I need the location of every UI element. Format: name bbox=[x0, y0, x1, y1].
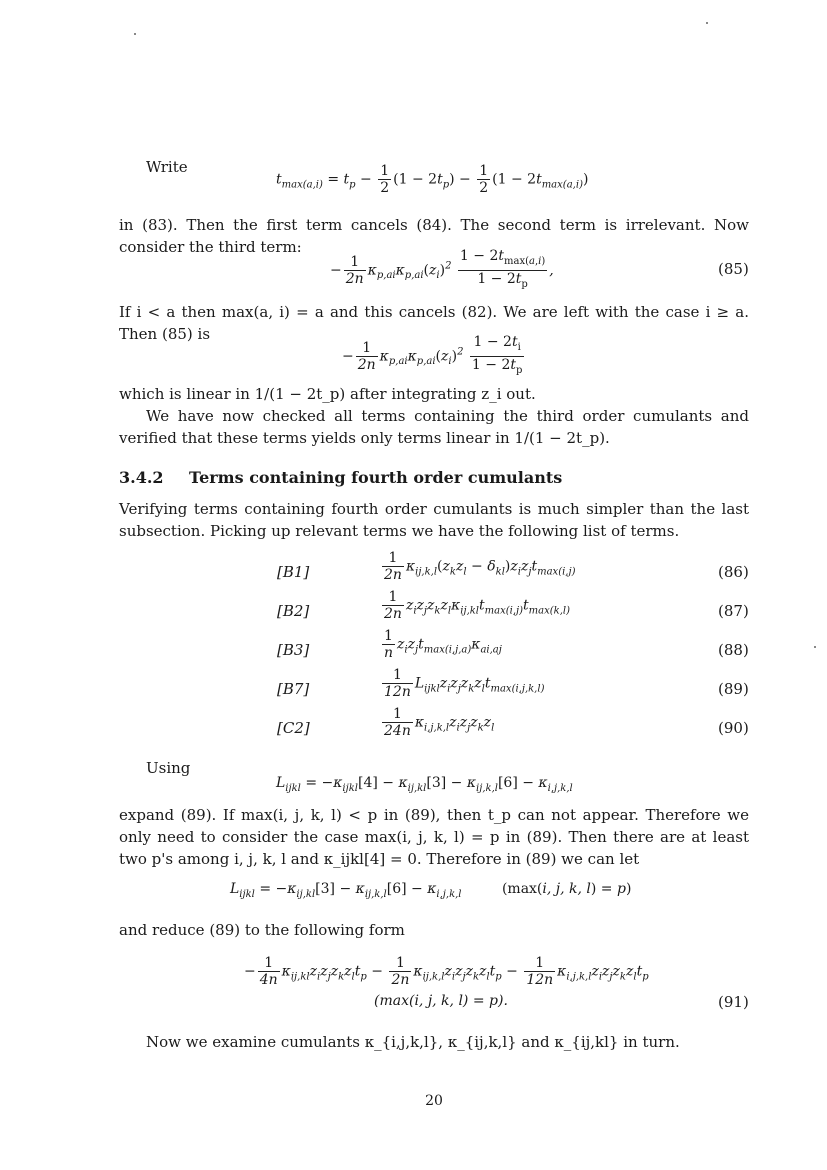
equation-87: $\frac{1}{2n}$ $z_iz_jz_kz_l\kappa_{ij,kl}t_{max(i,j)}t_{max(k,l)}$ bbox=[384, 589, 570, 622]
equation-85-reduced: − $\frac{1}{2n}$ $\kappa_{p,ai}\kappa_{p,ai}(z_i)^2$ $\frac{1 - 2t_i}{1 - 2t_p}$ bbox=[342, 334, 526, 379]
equation-lijkl-def: $L_{ijkl} = -\kappa_{ijkl}[4] - \kappa_{ij,kl}[3] - \kappa_{ij,k,l}[6] - \kappa_{i,j,k,l}$ bbox=[276, 775, 573, 794]
equation-lijkl-reduced: $L_{ijkl} = -\kappa_{ij,kl}[3] - \kappa_{ij,k,l}[6] - \kappa_{i,j,k,l}$ (max(i, j, k, l) = p) bbox=[230, 881, 632, 900]
equation-number-88: (88) bbox=[718, 641, 749, 659]
equation-89: $\frac{1}{12n}$ $L_{ijkl}z_iz_jz_kz_lt_{max(i,j,k,l)}$ bbox=[384, 667, 545, 700]
para-verify: Verifying terms containing fourth order cumulants is much simpler than the last subsection. Picking up relevant terms we have the following list of terms. bbox=[119, 500, 749, 540]
equation-number-91: (91) bbox=[718, 993, 749, 1011]
term-label-b2: [B2] bbox=[277, 602, 310, 620]
term-label-b3: [B3] bbox=[277, 641, 310, 659]
para-using: Using bbox=[146, 759, 191, 777]
term-label-c2: [C2] bbox=[277, 719, 310, 737]
equation-85: − $\frac{1}{2n}$ $\kappa_{p,ai}\kappa_{p,ai}(z_i)^2$ $\frac{1 - 2t_{max(a,i)}}{1 - 2t_p}$ , bbox=[330, 248, 554, 293]
scan-speck bbox=[814, 646, 816, 648]
para-reduce: and reduce (89) to the following form bbox=[119, 921, 405, 939]
equation-number-86: (86) bbox=[718, 563, 749, 581]
para-83: in (83). Then the first term cancels (84). The second term is irrelevant. Now consider the third term: bbox=[119, 216, 749, 256]
section-number: 3.4.2 bbox=[119, 468, 164, 487]
para-checked: We have now checked all terms containing the third order cumulants and verified that these terms yields only terms linear in 1/(1 − 2t_p). bbox=[119, 407, 749, 447]
section-title: Terms containing fourth order cumulants bbox=[189, 468, 563, 487]
term-label-b1: [B1] bbox=[277, 563, 310, 581]
page-number: 20 bbox=[425, 1093, 443, 1109]
para-linear: which is linear in 1/(1 − 2t_p) after integrating z_i out. bbox=[119, 385, 536, 403]
scan-speck bbox=[706, 22, 708, 24]
section-heading bbox=[119, 468, 562, 487]
equation-number-85: (85) bbox=[718, 260, 749, 278]
para-write: Write bbox=[146, 158, 188, 176]
equation-91-condition: (max(i, j, k, l) = p). bbox=[374, 993, 508, 1009]
equation-number-90: (90) bbox=[718, 719, 749, 737]
equation-91: − $\frac{1}{4n}$ $\kappa_{ij,kl}z_iz_jz_kz_lt_p$ − $\frac{1}{2n}$ $\kappa_{ij,k,l}z_iz_jz_kz_lt_p$ − $\frac{1}{12n}$ $\kappa_{i,j,k,l}z_iz_jz_kz_lt_p$ bbox=[244, 955, 649, 988]
term-label-b7: [B7] bbox=[277, 680, 310, 698]
para-expand: expand (89). If max(i, j, k, l) < p in (89), then t_p can not appear. Therefore we only need to consider the case max(i, j, k, l) = p in (89). Then there are at least two p's among i, j, k, l and κ_ijkl[4] = 0. Therefore in (89) we can let bbox=[119, 806, 749, 868]
equation-90: $\frac{1}{24n}$ $\kappa_{i,j,k,l}z_iz_jz_kz_l$ bbox=[384, 706, 495, 739]
equation-tmax: $t_{max(a,i)} = t_p$ − $\frac{1}{2}$ $(1 - 2t_p)$ − $\frac{1}{2}$ $(1 - 2t_{max(a,i)})$ bbox=[276, 163, 589, 196]
equation-88: $\frac{1}{n}$ $z_iz_jt_{max(i,j,a)}\kappa_{ai,aj}$ bbox=[384, 628, 502, 661]
para-examine: Now we examine cumulants κ_{i,j,k,l}, κ_{ij,k,l} and κ_{ij,kl} in turn. bbox=[146, 1033, 680, 1051]
equation-86: $\frac{1}{2n}$ $\kappa_{ij,k,l}(z_kz_l - \delta_{kl})z_iz_jt_{max(i,j)}$ bbox=[384, 550, 576, 583]
equation-number-89: (89) bbox=[718, 680, 749, 698]
para-if: If i < a then max(a, i) = a and this cancels (82). We are left with the case i ≥ a. Then (85) is bbox=[119, 303, 749, 343]
equation-number-87: (87) bbox=[718, 602, 749, 620]
scan-speck bbox=[134, 33, 136, 35]
